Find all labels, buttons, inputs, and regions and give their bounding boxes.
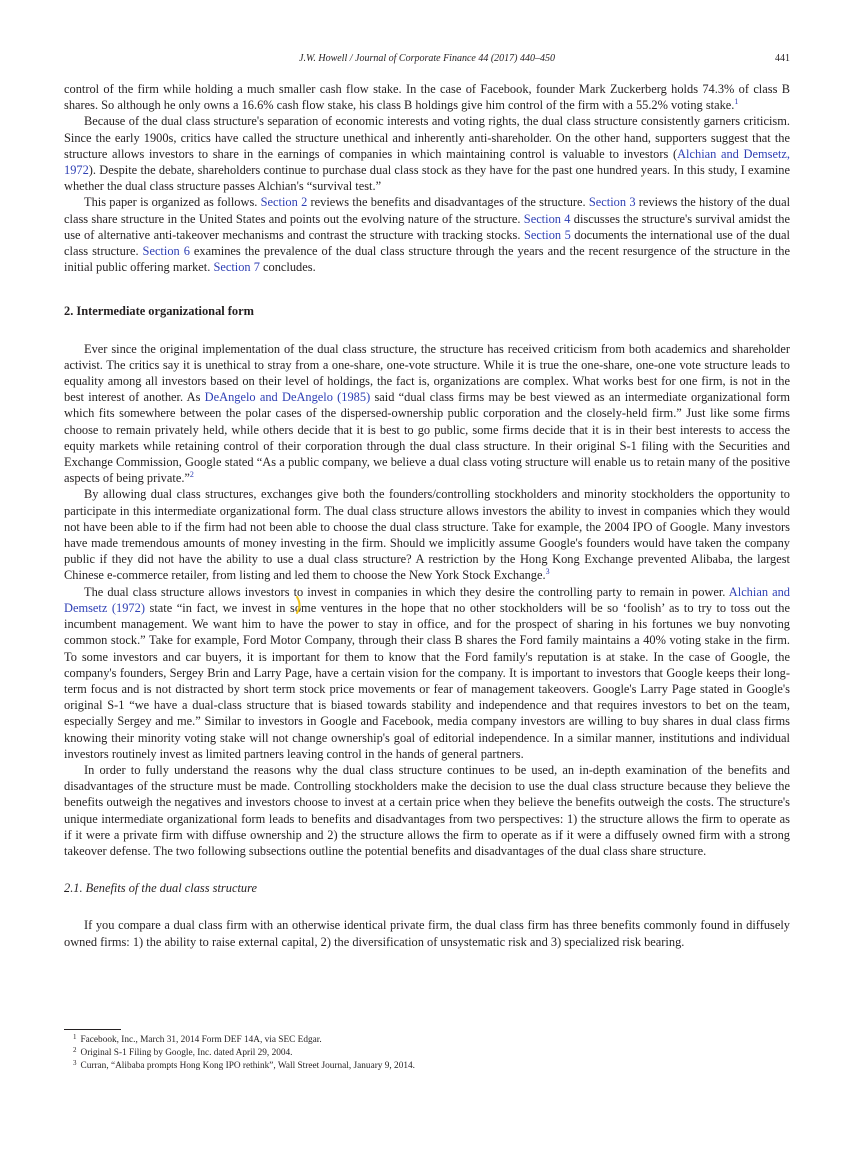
paragraph-text: The dual class structure allows investors to invest in companies in which they desire the controlling party to remain in power. (84, 584, 729, 599)
paragraph-intermediate-form (64, 341, 790, 487)
footnote-1 (64, 1034, 790, 1047)
footnote-ref-3[interactable]: 3 (545, 567, 550, 577)
section-link-2[interactable]: Section 2 (260, 195, 308, 210)
paragraph-exchanges (64, 486, 790, 583)
section-link-7[interactable]: Section 7 (213, 260, 260, 275)
paragraph-dual-class-criticism (64, 113, 790, 194)
section-heading: 2. Intermediate organizational form (64, 304, 254, 319)
footnote-number: 2 (73, 1046, 77, 1054)
paragraph-text: ). Despite the debate, shareholders continue to purchase dual class stock as they have for the past one hundred years. In this study, I examine whether the dual class structure passes Alchian's “survival test.” (64, 163, 790, 194)
paragraph-text: state “in fact, we invest in some ventures in the hope that no other stockholders will be so ‘foolish’ as to try to toss out the incumbent management. We want him to have the power to stay in office, and for the prospect of sharing in his fortunes we buy nonvoting common stock.” Take for example, Ford Motor Company, through their class B shares the Ford family maintains a 40% voting stake in the firm. To some investors and car buyers, it is important for them to know that the Ford family's reputation is at stake. In the case of Google, the company's founders, Sergey Brin and Larry Page, have a certain vision for the company. It is important to investors that Google keeps their long-term focus and is not distracted by short term stock price movements or fear of management takeovers. Google's Larry Page stated in Google's original S-1 “we have a dual-class structure that is biased towards stability and independence and that requires investors to bet on the team, especially Sergey and me.” Similar to investors in Google and Facebook, media company investors are willing to buy shares in dual class firms knowing their minority voting stake will not change ownership's goal of editorial independence. In a similar manner, institutions and individual investors routinely invest as limited partners leaving control in the hands of general partners. (64, 600, 791, 761)
running-head (64, 53, 790, 67)
paragraph-text: control of the firm while holding a much smaller cash flow stake. In the case of Facebook, founder Mark Zuckerberg holds 74.3% of class B shares. So although he only owns a 16.6% cash flow stake, his class B holdings give him control of the firm with a 55.2% voting stake. (64, 82, 790, 113)
footnote-ref-1[interactable]: 1 (734, 97, 739, 107)
paragraph-text: said “dual class firms may be best viewed as an intermediate organizational form which fits somewhere between the polar cases of the dispersed-ownership public corporation and the closely-held firm.” Just like some firms choose to remain privately held, while others decide that it is best to go public, some firms decide that it is in their best interests to access the equity markets while retaining control of their corporation through the dual class structure. In their original S-1 filing with the Securities and Exchange Commission, Google stated “As a public company, we believe a dual class voting structure will enable us to retain many of the positive aspects of being private.” (64, 390, 790, 486)
paragraph-text: This paper is organized as follows. (84, 195, 261, 210)
paragraph-text: examines the prevalence of the dual class structure through the years and the recent resurgence of the structure in the initial public offering market. (64, 244, 790, 275)
paragraph-text: discusses the structure's survival amidst the use of alternative anti-takeover mechanisms and contrast the structure with tracking stocks. (64, 211, 791, 242)
footnote-2 (64, 1047, 790, 1060)
article-body (64, 81, 790, 950)
section-link-3[interactable]: Section 3 (588, 195, 636, 210)
page-number: 441 (775, 53, 790, 64)
footnote-text: Original S-1 Filing by Google, Inc. dated April 29, 2004. (80, 1048, 293, 1058)
paragraph-text: reviews the benefits and disadvantages of the structure. (307, 195, 589, 210)
footnote-number: 1 (73, 1033, 77, 1041)
subsection-heading: 2.1. Benefits of the dual class structure (64, 881, 257, 896)
paragraph-text: In order to fully understand the reasons why the dual class structure continues to be used, an in-depth examination of the benefits and disadvantages of the structure must be made. Controlling stockholders make the decision to use the dual class structure because they believe the benefits outweigh the negatives and investors choose to invest at a certain price when they believe the benefits outweigh the costs. The structure's unique intermediate organizational form leads to benefits and disadvantages from two perspectives: 1) the structure allows the firm to operate as if it were a private firm with diffuse ownership and 2) the structure allows the firm to operate as if it were a diffusely owned firm with a strong takeover defense. The two following subsections outline the potential benefits and disadvantages of the dual class share structure. (64, 762, 790, 858)
paragraph-text: Ever since the original implementation of the dual class structure, the structure has received criticism from both academics and shareholder activist. The critics say it is unethical to stray from a one-share, one-vote structure. While it is true the one-share, one-one vote structure leads to equality among all investors based on their level of holdings, the fact is, organizations are complex. What works best for one firm, is not in the best interest of another. As (64, 341, 790, 405)
paragraph-text: By allowing dual class structures, exchanges give both the founders/controlling stockholders and minority stockholders the opportunity to participate in this intermediate organizational form. The dual class structure allows investors the ability to invest in companies which they would not have been able to if the firm had not been able to choose the dual class structure. Take for example, the 2004 IPO of Google. Many investors have made tremendous amounts of money investing in the firm. Should we implicitly assume Google's founders would have taken the company public if they did not have the ability to use a dual class structure? A restriction by the Hong Kong Exchange prevented Alibaba, the largest Chinese e-commerce retailer, from listing and led them to choose the New York Stock Exchange. (64, 487, 790, 583)
paragraph-organization (64, 194, 790, 275)
paragraph-benefits-overview (64, 762, 790, 859)
footnotes (64, 1029, 790, 1073)
paragraph-text: concludes. (259, 260, 316, 275)
section-link-6[interactable]: Section 6 (142, 244, 190, 259)
footnote-text: Facebook, Inc., March 31, 2014 Form DEF 14A, via SEC Edgar. (80, 1035, 322, 1045)
footnote-ref-2[interactable]: 2 (189, 470, 194, 480)
highlight-bracket-mark (294, 596, 304, 614)
paragraph-text: Because of the dual class structure's separation of economic interests and voting rights, the dual class structure consistently garners criticism. Since the early 1900s, critics have called the structure unethical and inherently anti-shareholder. On the other hand, supporters suggest that the structure allows investors to share in the earnings of companies in which maintaining control is valuable to investors ( (64, 114, 790, 161)
journal-citation: J.W. Howell / Journal of Corporate Finance 44 (2017) 440–450 (299, 53, 555, 64)
citation-link-alchian-demsetz[interactable]: Alchian and Demsetz, 1972 (64, 146, 790, 178)
paragraph-text: reviews the history of the dual class share structure in the United States and points out the evolving nature of the structure. (64, 195, 791, 226)
citation-link-alchian-demsetz-1972[interactable]: Alchian and Demsetz (1972) (64, 584, 790, 615)
section-link-5[interactable]: Section 5 (523, 227, 571, 242)
paragraph-text: documents the international use of the dual class structure. (64, 227, 790, 259)
footnote-number: 3 (73, 1059, 77, 1067)
section-link-4[interactable]: Section 4 (523, 211, 571, 226)
footnote-divider (64, 1029, 121, 1030)
paragraph-benefits: If you compare a dual class firm with an otherwise identical private firm, the dual class firm has three benefits commonly found in diffusely owned firms: 1) the ability to raise external capital, 2) the diversification of unsystematic risk and 3) specialized risk bearing. (64, 918, 790, 949)
citation-link-deangelo[interactable]: DeAngelo and DeAngelo (1985) (204, 390, 371, 405)
paragraph-controlling-party (64, 584, 790, 762)
footnote-text: Curran, “Alibaba prompts Hong Kong IPO rethink”, Wall Street Journal, January 9, 2014. (80, 1061, 415, 1071)
paragraph-intro-continued (64, 81, 790, 113)
footnote-3 (64, 1060, 790, 1073)
